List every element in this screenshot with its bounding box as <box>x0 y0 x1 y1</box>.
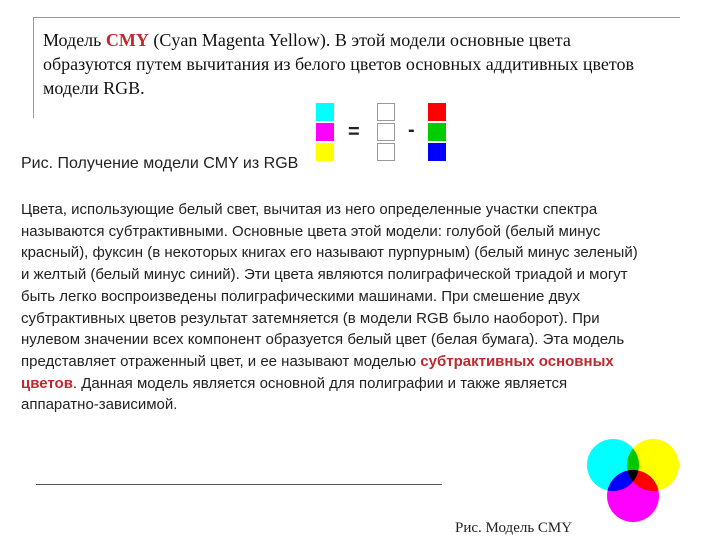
intro-paragraph <box>43 28 663 100</box>
minus-sign: - <box>408 119 415 141</box>
red-swatch <box>428 103 446 121</box>
intro-text-after: (Cyan Magenta Yellow). В этой модели основные цвета образуются путем вычитания из белого цветов основных аддитивных цветов модели RGB. <box>43 30 635 98</box>
figure-caption-rgb: Рис. Получение модели CMY из RGB <box>21 155 299 172</box>
cyan-swatch <box>316 103 334 121</box>
blue-swatch <box>428 143 446 161</box>
cmy-venn-diagram <box>585 438 681 524</box>
white-swatch-1 <box>377 103 395 121</box>
horizontal-rule <box>36 484 442 485</box>
green-swatch <box>428 123 446 141</box>
intro-text-before: Модель <box>43 30 106 50</box>
yellow-swatch <box>316 143 334 161</box>
figure-caption-cmy: Рис. Модель CMY <box>455 520 573 536</box>
body-text-part1: Цвета, использующие белый свет, вычитая из него определенные участки спектра называются субтрактивными. Основные цвета этой модели: голубой (белый минус красный), фуксин (в некоторых книгах его называют пурпурным) (белый минус зеленый) и желтый (белый минус синий). Эти цвета являются полиграфической триадой и могут быть легко воспроизведены полиграфическими машинами. При смешение двух субтрактивных цветов результат затемняется (в модели RGB было наоборот). При нулевом значении всех компонент образуется белый цвет (белая бумага). Эта модель представляет отраженный цвет, и ее называют моделью <box>21 201 638 370</box>
white-swatch-2 <box>377 123 395 141</box>
equals-sign: = <box>348 121 360 143</box>
white-swatch-3 <box>377 143 395 161</box>
cmy-highlight: CMY <box>105 30 149 50</box>
magenta-swatch <box>316 123 334 141</box>
body-text-part2: . Данная модель является основной для полиграфии и также является аппаратно-зависимой. <box>21 374 568 414</box>
body-paragraph <box>21 199 646 416</box>
subtractive-highlight: субтрактивных основных цветов <box>21 352 614 392</box>
